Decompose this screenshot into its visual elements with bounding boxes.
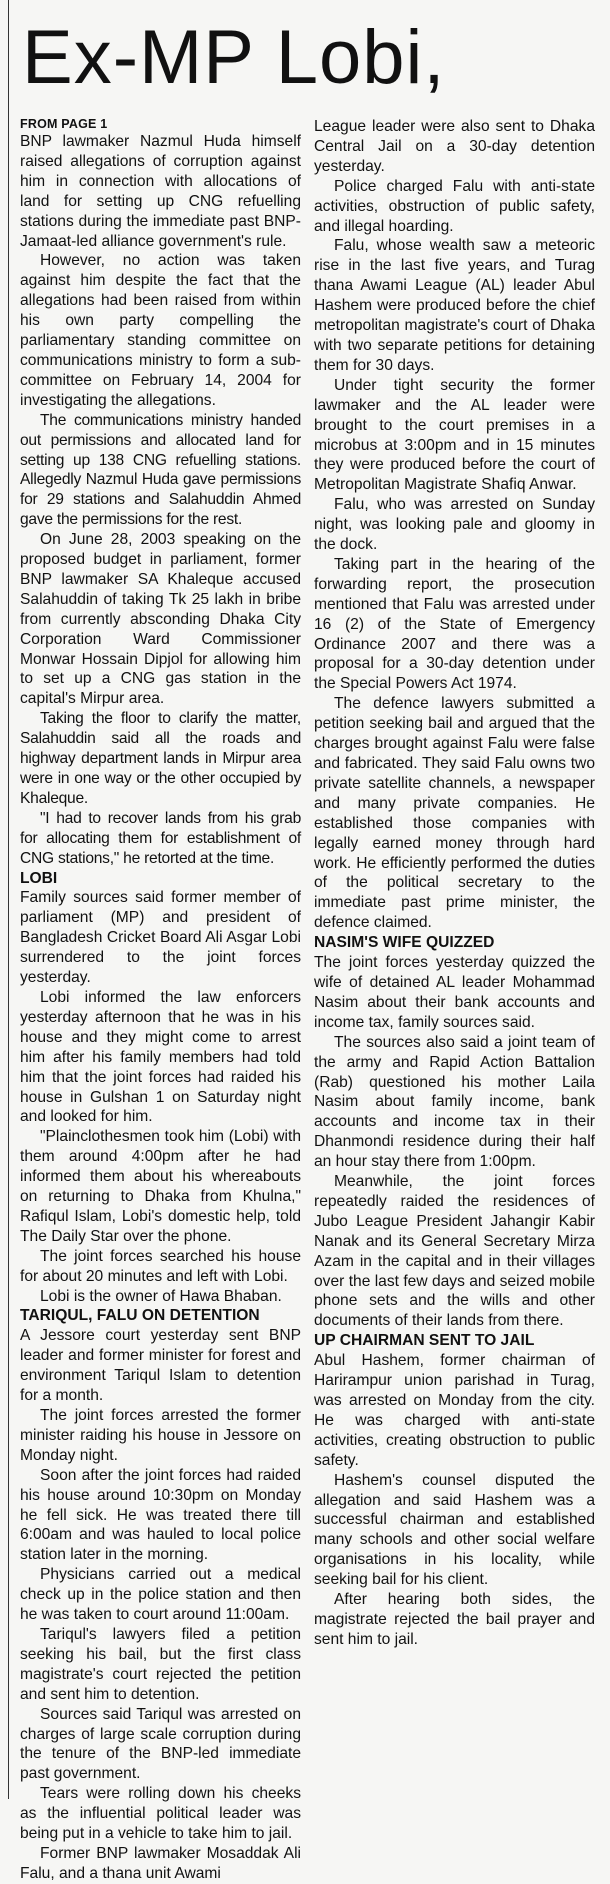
paragraph: Soon after the joint forces had raided his house around 10:30pm on Monday he fell sick. He was treated there till 6:00am and was hauled to local police station later in the morning. bbox=[20, 1466, 301, 1564]
paragraph: After hearing both sides, the magistrate rejected the bail prayer and sent him to jail. bbox=[314, 1591, 595, 1648]
column-rule bbox=[8, 0, 9, 1799]
paragraph: Police charged Falu with anti-state activities, obstruction of public safety, and illegal hoarding. bbox=[314, 177, 595, 235]
paragraph: Tariqul's lawyers filed a petition seeking his bail, but the first class magistrate's court rejected the petition and sent him to detention. bbox=[20, 1625, 301, 1703]
paragraph: Lobi is the owner of Hawa Bhaban. bbox=[40, 1287, 282, 1305]
paragraph: Abul Hashem, former chairman of Harirampur union parishad in Turag, was arrested on Monday from the city. He was charged with anti-state activities, creating obstruction to public safety. bbox=[314, 1352, 595, 1469]
paragraph: "Plainclothesmen took him (Lobi) with them around 4:00pm after he had informed them about his whereabouts on returning to Dhaka from Khulna," Rafiqul Islam, Lobi's domestic help, told The Daily Star over the phone. bbox=[20, 1128, 301, 1245]
paragraph: Former BNP lawmaker Mosaddak Ali Falu, and a thana unit Awami bbox=[20, 1844, 301, 1882]
paragraph: Falu, whose wealth saw a meteoric rise in the last five years, and Turag thana Awami League (AL) leader Abul Hashem were produced before the chief metropolitan magistrate's court of Dhaka with two separate petitions for detaining them for 30 days. bbox=[314, 237, 595, 374]
paragraph: Family sources said former member of parliament (MP) and president of Bangladesh Cricket Board Ali Asgar Lobi surrendered to the joint forces yesterday. bbox=[20, 889, 301, 987]
paragraph: Physicians carried out a medical check up in the police station and then he was taken to court around 11:00am. bbox=[20, 1566, 301, 1624]
paragraph: The joint forces searched his house for about 20 minutes and left with Lobi. bbox=[20, 1247, 301, 1285]
headline: Ex-MP Lobi, bbox=[22, 15, 446, 100]
paragraph: Taking the floor to clarify the matter, Salahuddin said all the roads and highway department lands in Mirpur area were in one way or the other occupied by Khaleque. bbox=[20, 710, 301, 807]
paragraph: The joint forces yesterday quizzed the wife of detained AL leader Mohammad Nasim about their bank accounts and income tax, family sources said. bbox=[314, 954, 595, 1031]
paragraph: On June 28, 2003 speaking on the proposed budget in parliament, former BNP lawmaker SA Khaleque accused Salahuddin of taking Tk 25 lakh in bribe from currently absconding Dhaka City Corporation Ward Commissioner Monwar Hossain Dipjol for allowing him to set up a CNG gas station in the capital's Mirpur area. bbox=[20, 531, 301, 708]
article-column-1 bbox=[20, 117, 301, 1884]
kicker: FROM PAGE 1 bbox=[20, 117, 108, 131]
article-column-2 bbox=[314, 117, 595, 1650]
paragraph: Hashem's counsel disputed the allegation and said Hashem was a successful chairman and established many schools and other social welfare organisations in his locality, while seeking bail for his client. bbox=[314, 1471, 595, 1589]
paragraph: Tears were rolling down his cheeks as the influential political leader was being put in a vehicle to take him to jail. bbox=[20, 1785, 301, 1843]
subhead-tariqul-falu: TARIQUL, FALU ON DETENTION bbox=[20, 1307, 260, 1325]
paragraph: The joint forces arrested the former minister raiding his house in Jessore on Monday night. bbox=[20, 1407, 301, 1464]
subhead-up-chairman: UP CHAIRMAN SENT TO JAIL bbox=[314, 1332, 535, 1350]
paragraph: Falu, who was arrested on Sunday night, was looking pale and gloomy in the dock. bbox=[314, 496, 595, 554]
subhead-lobi: LOBI bbox=[20, 869, 58, 887]
paragraph: The sources also said a joint team of the army and Rapid Action Battalion (Rab) questioned his mother Laila Nasim about family income, bank accounts and income tax in their Dhanmondi residence during their half an hour stay there from 1:00pm. bbox=[314, 1033, 595, 1171]
paragraph: Meanwhile, the joint forces repeatedly raided the residences of Jubo League President Jahangir Kabir Nanak and its General Secretary Mirza Azam in the capital and in their villages over the last few days and seized mobile phone sets and the wills and other documents of their lands from there. bbox=[314, 1173, 595, 1330]
paragraph: Taking part in the hearing of the forwarding report, the prosecution mentioned that Falu was arrested under 16 (2) of the State of Emergency Ordinance 2007 and there was a proposal for a 30-day detention under the Special Powers Act 1974. bbox=[314, 555, 595, 693]
paragraph: However, no action was taken against him despite the fact that the allegations had been raised from within his own party compelling the parliamentary standing committee on communications ministry to form a sub-committee on February 14, 2004 for investigating the allegations. bbox=[20, 252, 301, 409]
paragraph: Lobi informed the law enforcers yesterday afternoon that he was in his house and they might come to arrest him after his family members had told him that the joint forces had raided his house in Gulshan 1 on Saturday night and looked for him. bbox=[20, 988, 301, 1126]
subhead-nasim-wife: NASIM'S WIFE QUIZZED bbox=[314, 934, 495, 952]
paragraph: The communications ministry handed out permissions and allocated land for setting up 138 CNG refuelling stations. Allegedly Nazmul Huda gave permissions for 29 stations and Salahuddin Ahmed gave the permissions for the rest. bbox=[20, 411, 301, 529]
paragraph: A Jessore court yesterday sent BNP leader and former minister for forest and environment Tariqul Islam to detention for a month. bbox=[20, 1327, 301, 1405]
paragraph: The defence lawyers submitted a petition seeking bail and argued that the charges brought against Falu were false and fabricated. They said Falu owns two private satellite channels, a newspaper and many private companies. He established those companies with legally earned money through hard work. He efficiently performed the duties of the political secretary to the immediate past prime minister, the defence claimed. bbox=[314, 695, 595, 932]
paragraph: "I had to recover lands from his grab for allocating them for establishment of CNG stations," he retorted at the time. bbox=[20, 809, 301, 867]
paragraph: Sources said Tariqul was arrested on charges of large scale corruption during the tenure of the BNP-led immediate past government. bbox=[20, 1705, 301, 1783]
paragraph: BNP lawmaker Nazmul Huda himself raised allegations of corruption against him in connection with allocations of land for setting up CNG refuelling stations during the immediate past BNP-Jamaat-led alliance government's rule. bbox=[20, 133, 301, 250]
paragraph: League leader were also sent to Dhaka Central Jail on a 30-day detention yesterday. bbox=[314, 118, 595, 175]
paragraph: Under tight security the former lawmaker and the AL leader were brought to the court premises in a microbus at 3:00pm and in 15 minutes they were produced before the court of Metropolitan Magistrate Shafiq Anwar. bbox=[314, 376, 595, 494]
